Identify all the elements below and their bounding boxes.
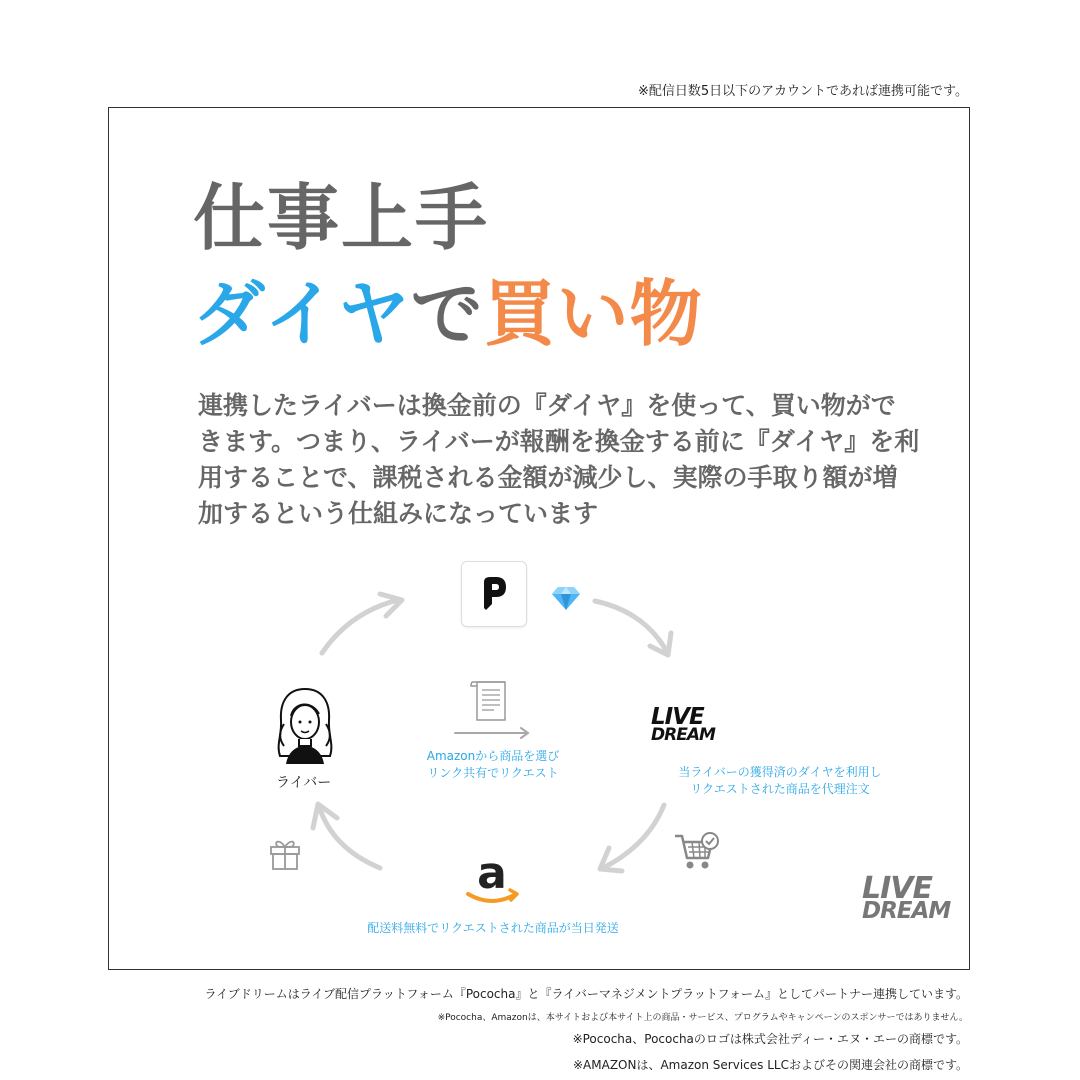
headline-dia: ダイヤ <box>193 272 411 356</box>
footer-amazon-trademark: ※AMAZONは、Amazon Services LLCおよびその関連会社の商標です。 <box>573 1058 968 1072</box>
amazon-label: 配送料無料でリクエストされた商品が当日発送 <box>367 921 619 935</box>
footer-pococha-trademark: ※Pococha、Pocochaのロゴは株式会社ディー・エヌ・エーの商標です。 <box>572 1032 968 1046</box>
svg-text:a: a <box>477 848 507 899</box>
description-line: 連携したライバーは換金前の『ダイヤ』を使って、買い物がで <box>198 391 896 420</box>
document-icon <box>468 678 514 724</box>
diamond-icon <box>551 585 581 611</box>
description-line: 加するという仕組みになっています <box>198 499 599 528</box>
gift-icon <box>268 835 302 871</box>
footer-sponsor-note: ※Pococha、Amazonは、本サイトおよび本サイト上の商品・サービス、プログラムやキャンペーンのスポンサーではありません。 <box>437 1013 968 1023</box>
liver-label: ライバー <box>276 775 332 791</box>
pococha-app-icon <box>461 561 527 627</box>
liver-avatar-icon <box>272 686 338 766</box>
description-line: 用することで、課税される金額が減少し、実際の手取り額が増 <box>198 463 898 492</box>
arrow-pococha-to-livedream <box>595 601 667 652</box>
arrow-livedream-to-amazon <box>603 805 664 868</box>
livedream-label: 当ライバーの獲得済のダイヤを利用し リクエストされた商品を代理注文 <box>678 765 882 796</box>
amazon-logo-icon <box>460 848 524 912</box>
cart-check-icon <box>672 830 722 874</box>
request-label: Amazonから商品を選び リンク共有でリクエスト <box>426 749 560 780</box>
livedream-logo: LIVE DREAM <box>651 704 715 745</box>
footer-partnership: ライブドリームはライブ配信プラットフォーム『Pococha』と『ライバーマネジメントプラットフォーム』としてパートナー連携しています。 <box>204 987 968 1001</box>
pococha-logo-icon <box>462 562 526 626</box>
arrow-liver-to-pococha <box>322 600 398 653</box>
arrow-amazon-to-liver <box>319 806 380 868</box>
headline-line1: 仕事上手 <box>193 176 490 260</box>
headline-shopping: 買い物 <box>483 272 703 356</box>
livedream-corner-logo: LIVE DREAM <box>862 871 951 924</box>
top-note: ※配信日数5日以下のアカウントであれば連携可能です。 <box>638 84 968 99</box>
headline-de: で <box>410 272 484 356</box>
description-line: きます。つまり、ライバーが報酬を換金する前に『ダイヤ』を利 <box>198 427 920 456</box>
